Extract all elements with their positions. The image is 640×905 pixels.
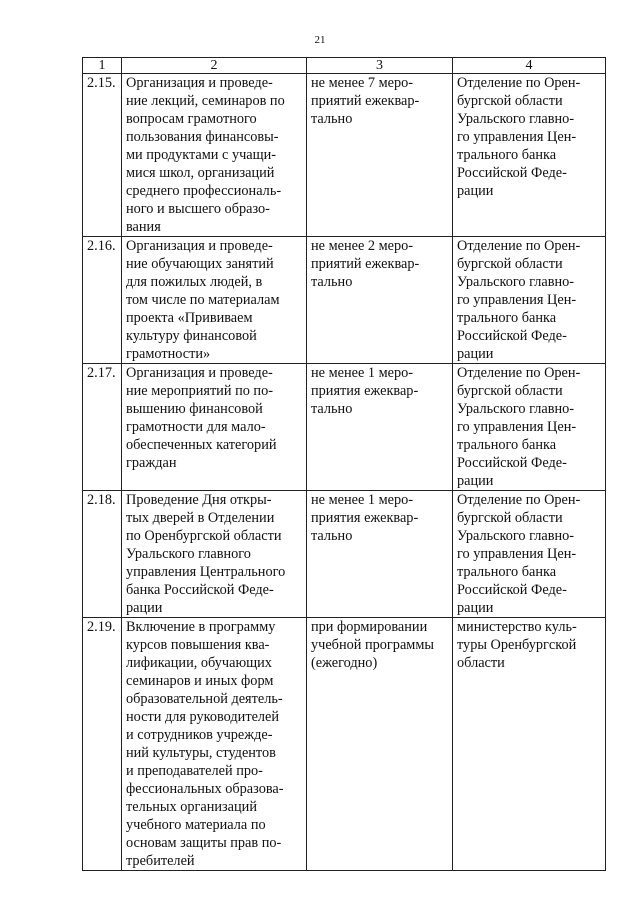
page-number: 21 (314, 34, 326, 46)
activity-cell: Организация и проведе- ние обучающих занятий для пожилых людей, в том числе по материалам проекта «Прививаем культуру финансовой грамотности» (122, 237, 307, 364)
column-header-2: 2 (122, 58, 307, 74)
executor-cell: Отделение по Орен- бургской области Уральского главно- го управления Цен- трального банка Российской Феде- рации (453, 491, 606, 618)
table-header-row (83, 58, 606, 74)
period-cell: не менее 1 меро- приятия ежеквар- тально (307, 491, 453, 618)
period-cell: не менее 2 меро- приятий ежеквар- тально (307, 237, 453, 364)
row-number: 2.18. (83, 491, 122, 618)
activity-cell: Проведение Дня откры- тых дверей в Отделении по Оренбургской области Уральского главного управления Центрального банка Российской Феде- рации (122, 491, 307, 618)
column-header-1: 1 (83, 58, 122, 74)
row-number: 2.16. (83, 237, 122, 364)
executor-cell: министерство куль- туры Оренбургской области (453, 618, 606, 871)
period-cell: не менее 1 меро- приятия ежеквар- тально (307, 364, 453, 491)
table-row (83, 491, 606, 618)
column-header-3: 3 (307, 58, 453, 74)
period-cell: при формировании учебной программы (ежегодно) (307, 618, 453, 871)
period-cell: не менее 7 меро- приятий ежеквар- тально (307, 74, 453, 237)
executor-cell: Отделение по Орен- бургской области Уральского главно- го управления Цен- трального банка Российской Феде- рации (453, 364, 606, 491)
table-row (83, 364, 606, 491)
row-number: 2.15. (83, 74, 122, 237)
executor-cell: Отделение по Орен- бургской области Уральского главно- го управления Цен- трального банка Российской Феде- рации (453, 74, 606, 237)
row-number: 2.17. (83, 364, 122, 491)
activity-cell: Включение в программу курсов повышения ква- лификации, обучающих семинаров и иных форм образовательной деятель- ности для руководителей и сотрудников учрежде- ний культуры, студентов и преподавателей про- фессиональных образова- тельных организаций учебного материала по основам защиты прав по- требителей (122, 618, 307, 871)
table-row (83, 237, 606, 364)
row-number: 2.19. (83, 618, 122, 871)
table-row (83, 618, 606, 871)
measures-table (82, 57, 606, 871)
column-header-4: 4 (453, 58, 606, 74)
activity-cell: Организация и проведе- ние мероприятий по по- вышению финансовой грамотности для мало- обеспеченных категорий граждан (122, 364, 307, 491)
activity-cell: Организация и проведе- ние лекций, семинаров по вопросам грамотного пользования финансовы- ми продуктами с учащи- мися школ, организаций среднего профессиональ- ного и высшего образо- вания (122, 74, 307, 237)
executor-cell: Отделение по Орен- бургской области Уральского главно- го управления Цен- трального банка Российской Феде- рации (453, 237, 606, 364)
table-row (83, 74, 606, 237)
